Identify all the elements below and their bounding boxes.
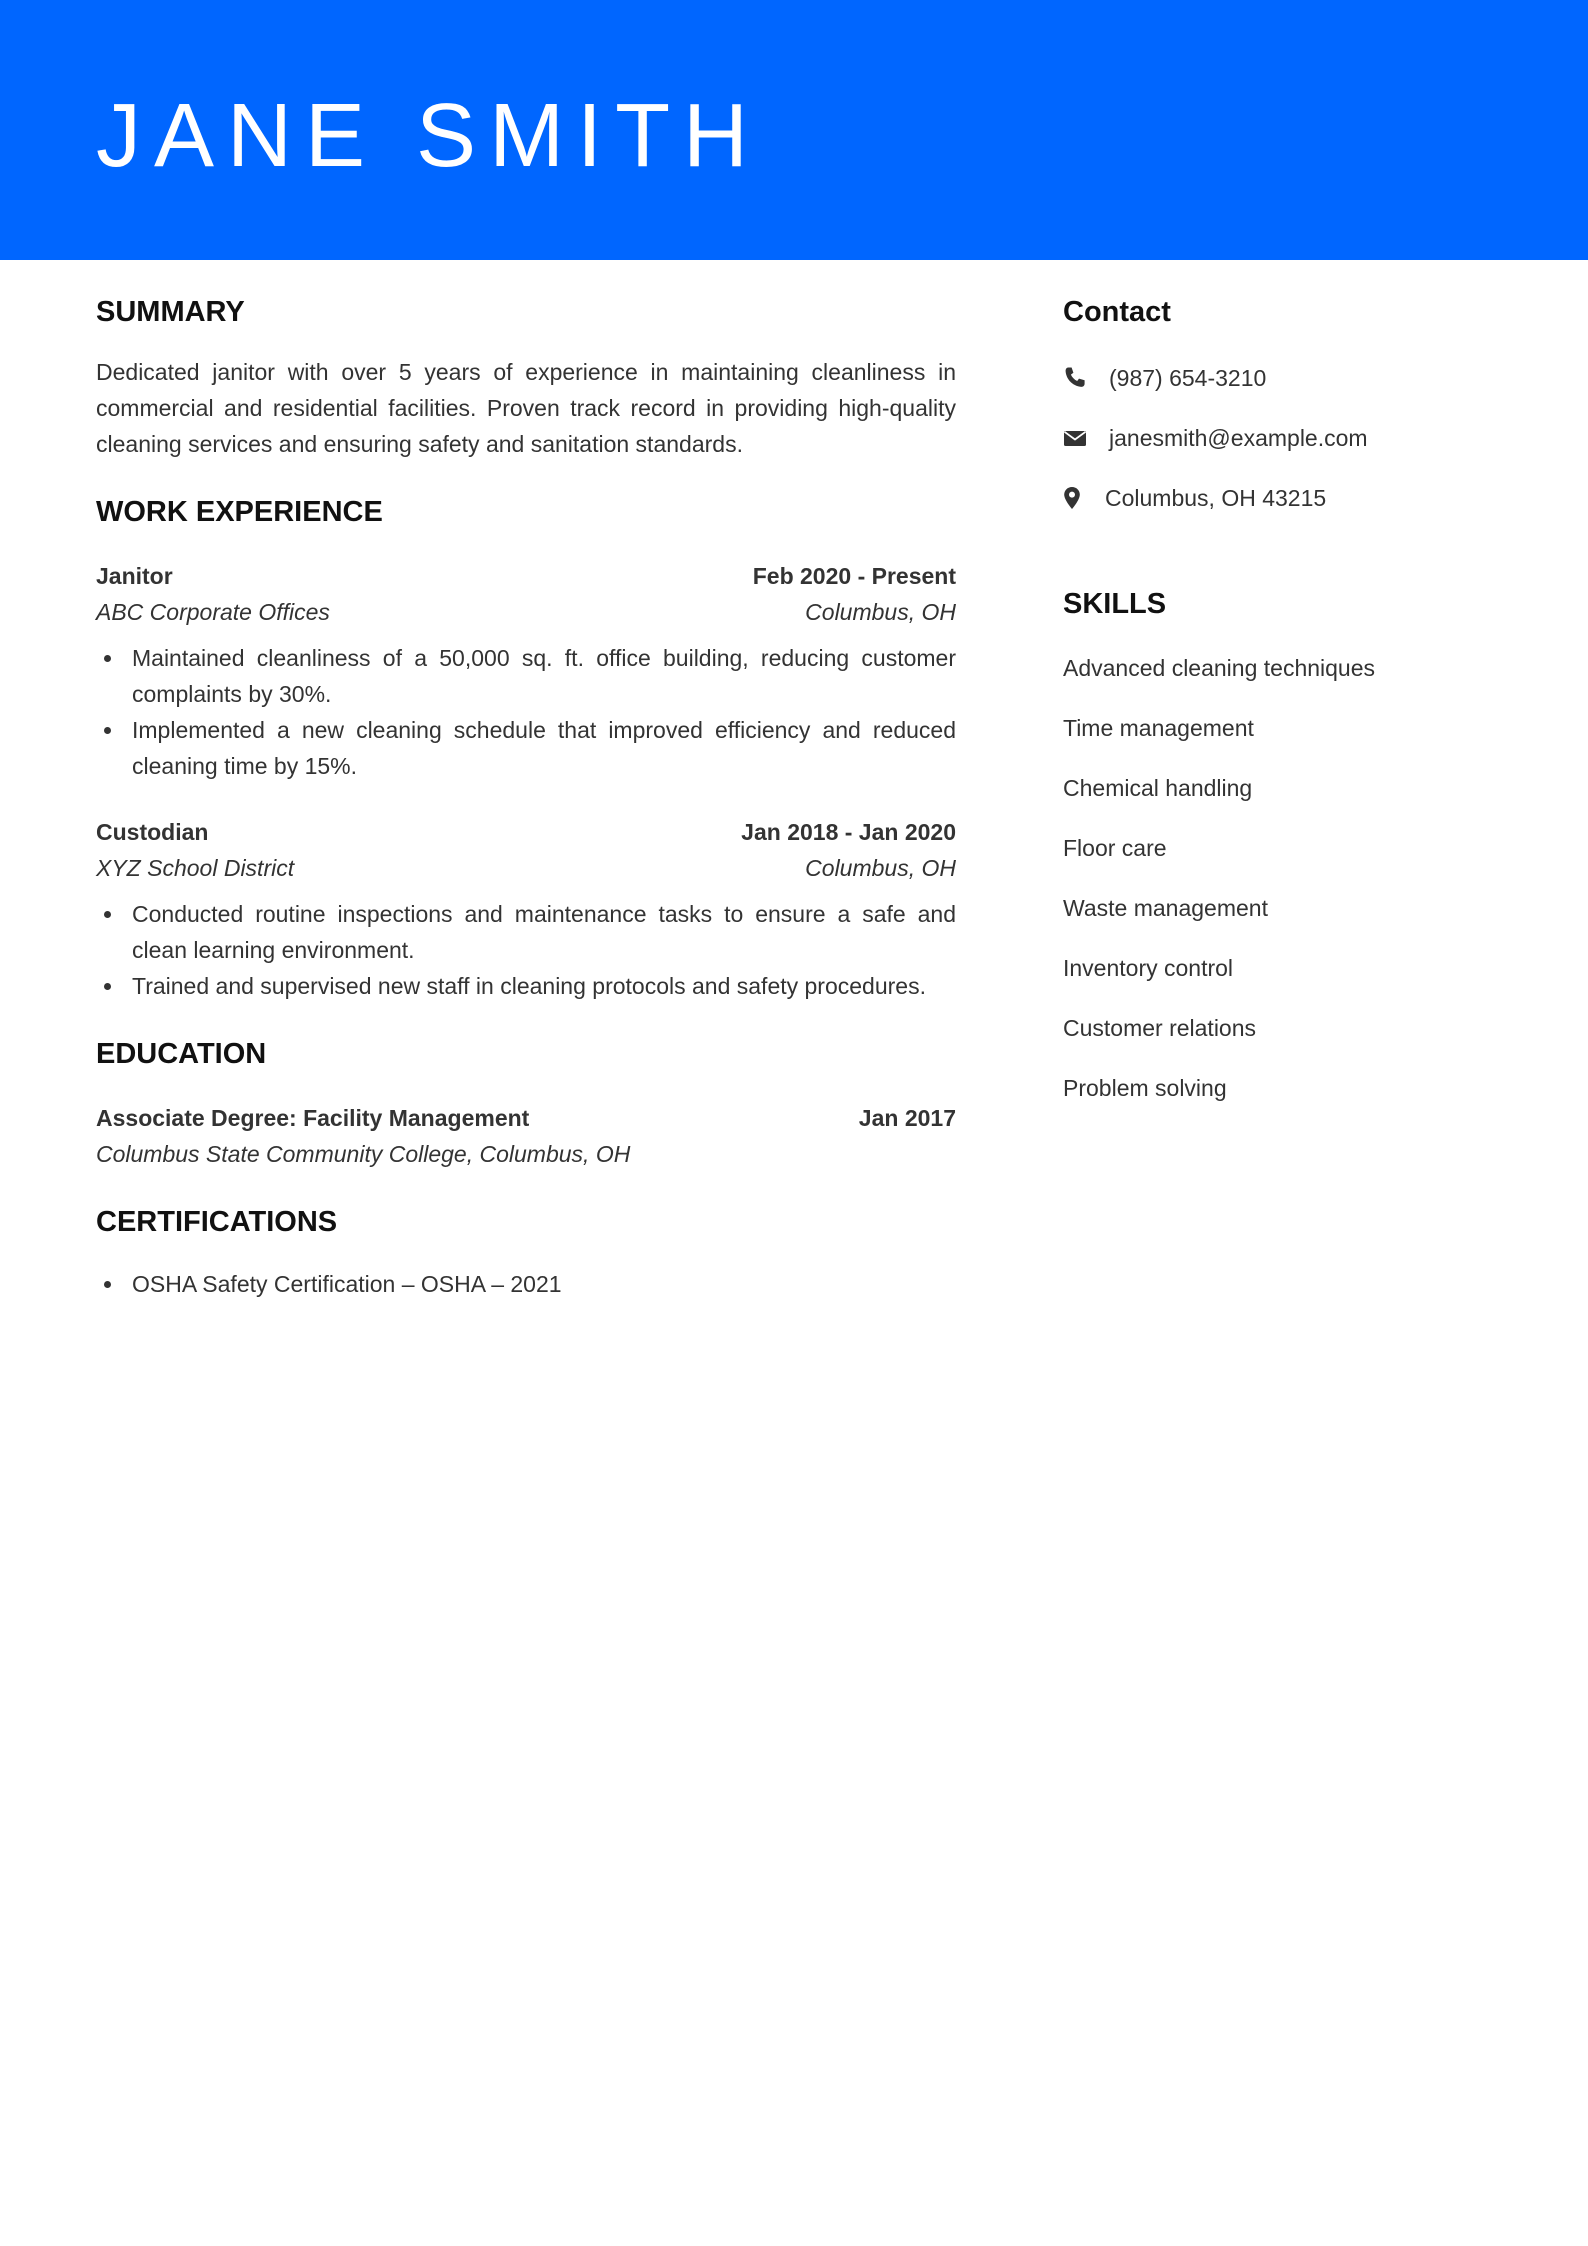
- certifications-heading: CERTIFICATIONS: [96, 1206, 338, 1238]
- job-location: Columbus, OH: [805, 599, 956, 625]
- bullet-icon: [104, 1281, 111, 1288]
- school: Columbus State Community College, Columbus, OH: [96, 1141, 631, 1167]
- certification-list: [96, 1266, 956, 1302]
- skill-item: Advanced cleaning techniques: [1063, 655, 1376, 681]
- skill-item: Time management: [1063, 715, 1254, 741]
- header-banner: [0, 0, 1588, 260]
- skill-item: Problem solving: [1063, 1075, 1227, 1101]
- degree: Associate Degree: Facility Management: [96, 1105, 530, 1131]
- contact-location-text: Columbus, OH 43215: [1105, 484, 1327, 511]
- job-bullet: [96, 640, 956, 712]
- job-company: ABC Corporate Offices: [96, 599, 330, 625]
- education-entry: [96, 1100, 956, 1172]
- contact-phone-text: (987) 654-3210: [1109, 364, 1267, 391]
- certification-item: [96, 1266, 956, 1302]
- education-date: Jan 2017: [858, 1105, 956, 1131]
- certifications-section: [96, 1200, 956, 1302]
- bullet-icon: [104, 983, 111, 990]
- job-title: Custodian: [96, 819, 209, 845]
- skill-item: Floor care: [1063, 835, 1167, 861]
- contact-email-text: janesmith@example.com: [1109, 424, 1368, 451]
- job-company: XYZ School District: [96, 855, 295, 881]
- map-pin-icon: [1063, 486, 1081, 510]
- education-heading: EDUCATION: [96, 1038, 267, 1070]
- envelope-icon: [1063, 426, 1087, 450]
- job-bullet: [96, 712, 956, 784]
- candidate-name: JANE SMITH: [96, 86, 762, 186]
- job-bullet-text: Conducted routine inspections and maintenance tasks to ensure a safe and clean learning environment.: [132, 901, 956, 963]
- summary-text: Dedicated janitor with over 5 years of experience in maintaining cleanliness in commercial and residential facilities. Proven track record in providing high-quality cleaning services and ensuring safety and sanitation standards.: [96, 359, 956, 457]
- work-experience-heading: WORK EXPERIENCE: [96, 496, 383, 528]
- job-bullet: [96, 968, 956, 1004]
- contact-phone: [1063, 360, 1523, 396]
- phone-icon: [1063, 366, 1087, 390]
- work-experience-section: [96, 490, 956, 1004]
- skill-item: Customer relations: [1063, 1015, 1257, 1041]
- skills-section: [1063, 582, 1523, 1106]
- summary-heading: SUMMARY: [96, 296, 245, 328]
- job-location: Columbus, OH: [805, 855, 956, 881]
- job-dates: Jan 2018 - Jan 2020: [741, 819, 956, 845]
- skill-item: Waste management: [1063, 895, 1268, 921]
- job-entry: [96, 814, 956, 1004]
- job-dates: Feb 2020 - Present: [752, 563, 956, 589]
- bullet-icon: [104, 655, 111, 662]
- summary-section: [96, 290, 956, 462]
- bullet-icon: [104, 727, 111, 734]
- skill-item: Inventory control: [1063, 955, 1234, 981]
- certification-text: OSHA Safety Certification – OSHA – 2021: [132, 1271, 562, 1297]
- job-entry: [96, 558, 956, 784]
- education-section: [96, 1032, 956, 1172]
- job-bullet: [96, 896, 956, 968]
- sidebar-column: [1063, 290, 1523, 1106]
- contact-heading: Contact: [1063, 296, 1171, 328]
- skill-item: Chemical handling: [1063, 775, 1253, 801]
- contact-email: [1063, 420, 1523, 456]
- job-bullets: [96, 640, 956, 784]
- bullet-icon: [104, 911, 111, 918]
- contact-location: [1063, 480, 1523, 516]
- skills-heading: SKILLS: [1063, 588, 1167, 620]
- job-bullet-text: Trained and supervised new staff in cleaning protocols and safety procedures.: [132, 973, 926, 999]
- job-bullet-text: Maintained cleanliness of a 50,000 sq. ft. office building, reducing customer complaints by 30%.: [132, 645, 956, 707]
- job-bullets: [96, 896, 956, 1004]
- job-bullet-text: Implemented a new cleaning schedule that improved efficiency and reduced cleaning time by 15%.: [132, 717, 956, 779]
- job-title: Janitor: [96, 563, 173, 589]
- contact-section: [1063, 290, 1523, 516]
- main-column: [96, 290, 956, 1302]
